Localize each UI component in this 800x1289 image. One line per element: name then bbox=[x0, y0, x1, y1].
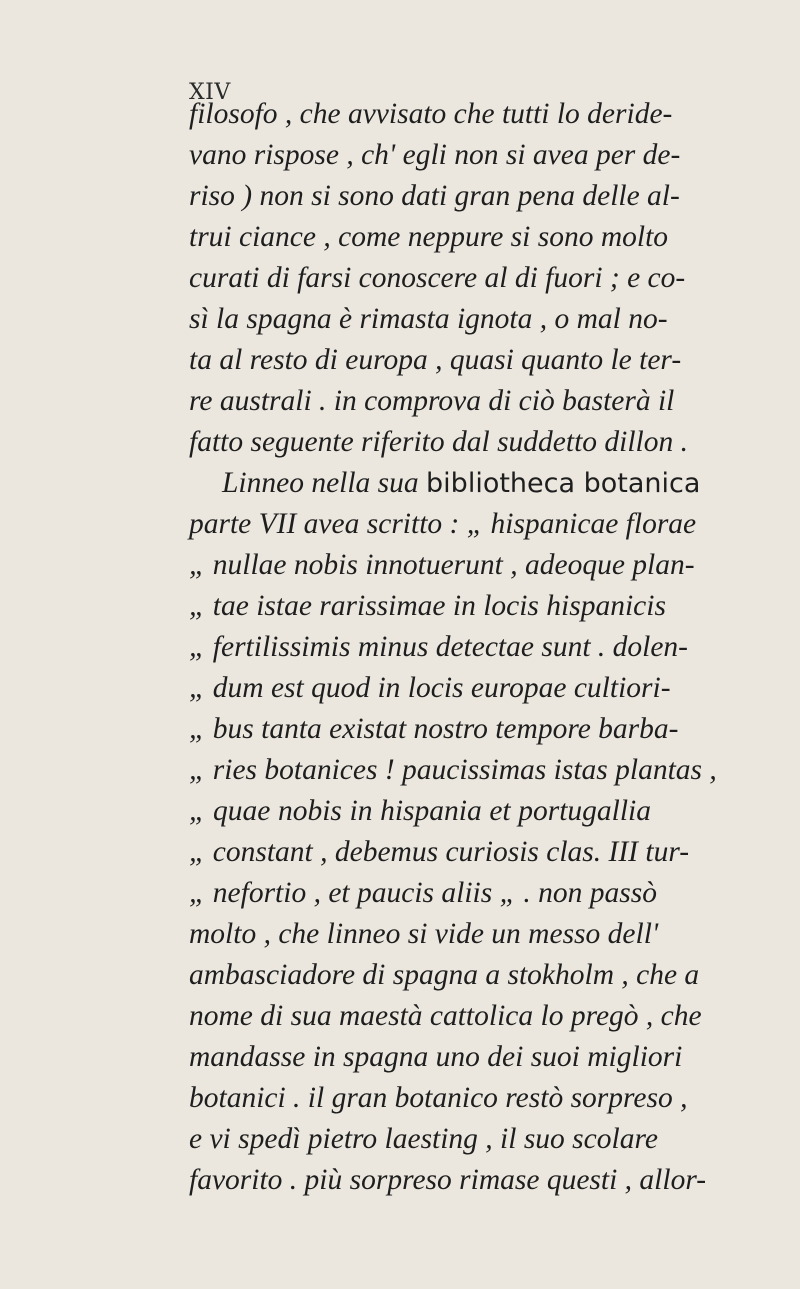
text-line: nome di sua maestà cattolica lo pregò , che bbox=[189, 1000, 702, 1032]
text-line: riso ) non si sono dati gran pena delle al- bbox=[189, 180, 680, 212]
text-line: ambasciadore di spagna a stokholm , che a bbox=[189, 959, 700, 991]
text-line: „ fertilissimis minus detectae sunt . dolen- bbox=[189, 631, 689, 663]
text-line: „ constant , debemus curiosis clas. III tur- bbox=[189, 836, 690, 868]
page-number: XIV bbox=[189, 80, 231, 105]
linneo-roman: bibliotheca botanica bbox=[426, 468, 701, 499]
text-line: „ quae nobis in hispania et portugallia bbox=[189, 795, 651, 827]
text-line: „ tae istae rarissimae in locis hispanicis bbox=[189, 590, 666, 622]
text-line-linneo bbox=[222, 465, 701, 502]
text-line: re australi . in comprova di ciò basterà il bbox=[189, 385, 675, 417]
text-line: „ dum est quod in locis europae cultiori- bbox=[189, 672, 671, 704]
text-line: „ ries botanices ! paucissimas istas plantas , bbox=[189, 754, 717, 786]
text-line: trui ciance , come neppure si sono molto bbox=[189, 221, 669, 253]
text-line: favorito . più sorpreso rimase questi , allor- bbox=[189, 1164, 707, 1196]
text-line: mandasse in spagna uno dei suoi migliori bbox=[189, 1041, 683, 1073]
text-line: sì la spagna è rimasta ignota , o mal no- bbox=[189, 303, 668, 335]
text-line: „ nefortio , et paucis aliis „ . non passò bbox=[189, 877, 657, 909]
text-line: ta al resto di europa , quasi quanto le ter- bbox=[189, 344, 682, 376]
linneo-italic: Linneo nella sua bbox=[222, 467, 419, 499]
text-line: botanici . il gran botanico restò sorpreso , bbox=[189, 1082, 688, 1114]
text-line: e vi spedì pietro laesting , il suo scolare bbox=[189, 1123, 658, 1155]
text-line: curati di farsi conoscere al di fuori ; e co- bbox=[189, 262, 686, 294]
text-line: filosofo , che avvisato che tutti lo deride- bbox=[189, 98, 673, 130]
text-line: fatto seguente riferito dal suddetto dillon . bbox=[189, 426, 689, 458]
text-line: molto , che linneo si vide un messo dell' bbox=[189, 918, 659, 950]
text-line: „ bus tanta existat nostro tempore barba- bbox=[189, 713, 679, 745]
text-line: vano rispose , ch' egli non si avea per de- bbox=[189, 139, 681, 171]
text-line: „ nullae nobis innotuerunt , adeoque plan- bbox=[189, 549, 695, 581]
text-line: parte VII avea scritto : „ hispanicae florae bbox=[189, 508, 697, 540]
